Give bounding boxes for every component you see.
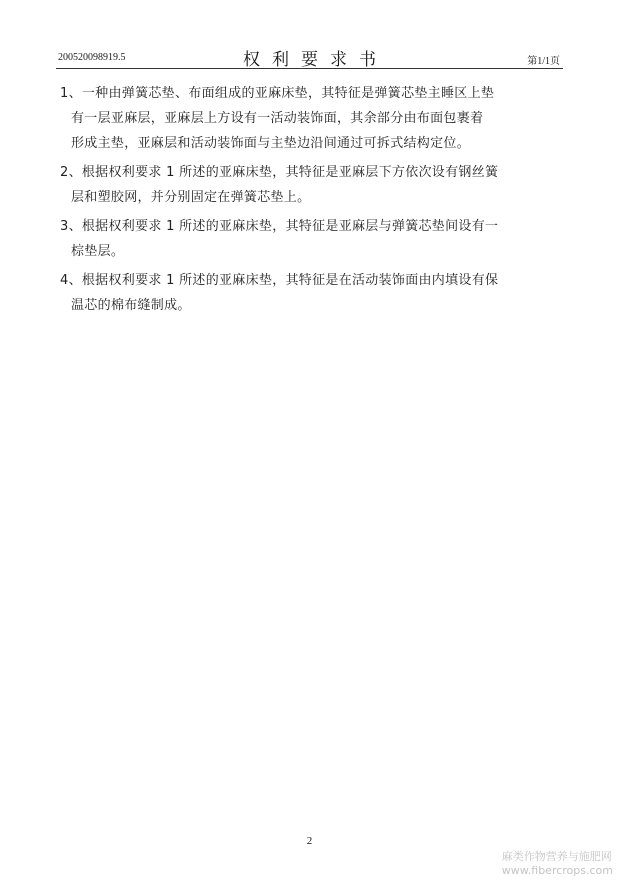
claim-2 [60, 160, 552, 210]
page-indicator: 第1/1页 [527, 56, 560, 67]
application-number: 200520098919.5 [58, 52, 126, 63]
watermark-url: www.fibercrops.com [501, 864, 613, 877]
page-title: 权利要求书 [243, 50, 388, 70]
claim-1 [60, 81, 552, 156]
page-number: 2 [306, 835, 313, 847]
claim-line: 层和塑胶网，并分别固定在弹簧芯垫上。 [71, 190, 311, 205]
header-divider [56, 68, 563, 69]
claim-line: 2、根据权利要求 1 所述的亚麻床垫，其特征是亚麻层下方依次设有钢丝簧 [60, 165, 499, 180]
claims-list [60, 81, 552, 322]
claim-line: 4、根据权利要求 1 所述的亚麻床垫，其特征是在活动装饰面由内填设有保 [60, 273, 499, 288]
claim-line: 3、根据权利要求 1 所述的亚麻床垫，其特征是亚麻层与弹簧芯垫间设有一 [60, 219, 499, 234]
claim-line: 温芯的棉布缝制成。 [71, 298, 191, 313]
claim-line: 1、一种由弹簧芯垫、布面组成的亚麻床垫，其特征是弹簧芯垫主睡区上垫 [60, 86, 495, 101]
claim-line: 棕垫层。 [71, 244, 125, 259]
watermark-title: 麻类作物营养与施肥网 [501, 850, 612, 863]
watermark [502, 850, 613, 878]
claim-line: 有一层亚麻层，亚麻层上方设有一活动装饰面，其余部分由布面包裹着 [71, 111, 484, 126]
claim-3 [60, 214, 552, 264]
claim-line: 形成主垫，亚麻层和活动装饰面与主垫边沿间通过可拆式结构定位。 [71, 136, 471, 151]
claim-4 [60, 268, 552, 318]
